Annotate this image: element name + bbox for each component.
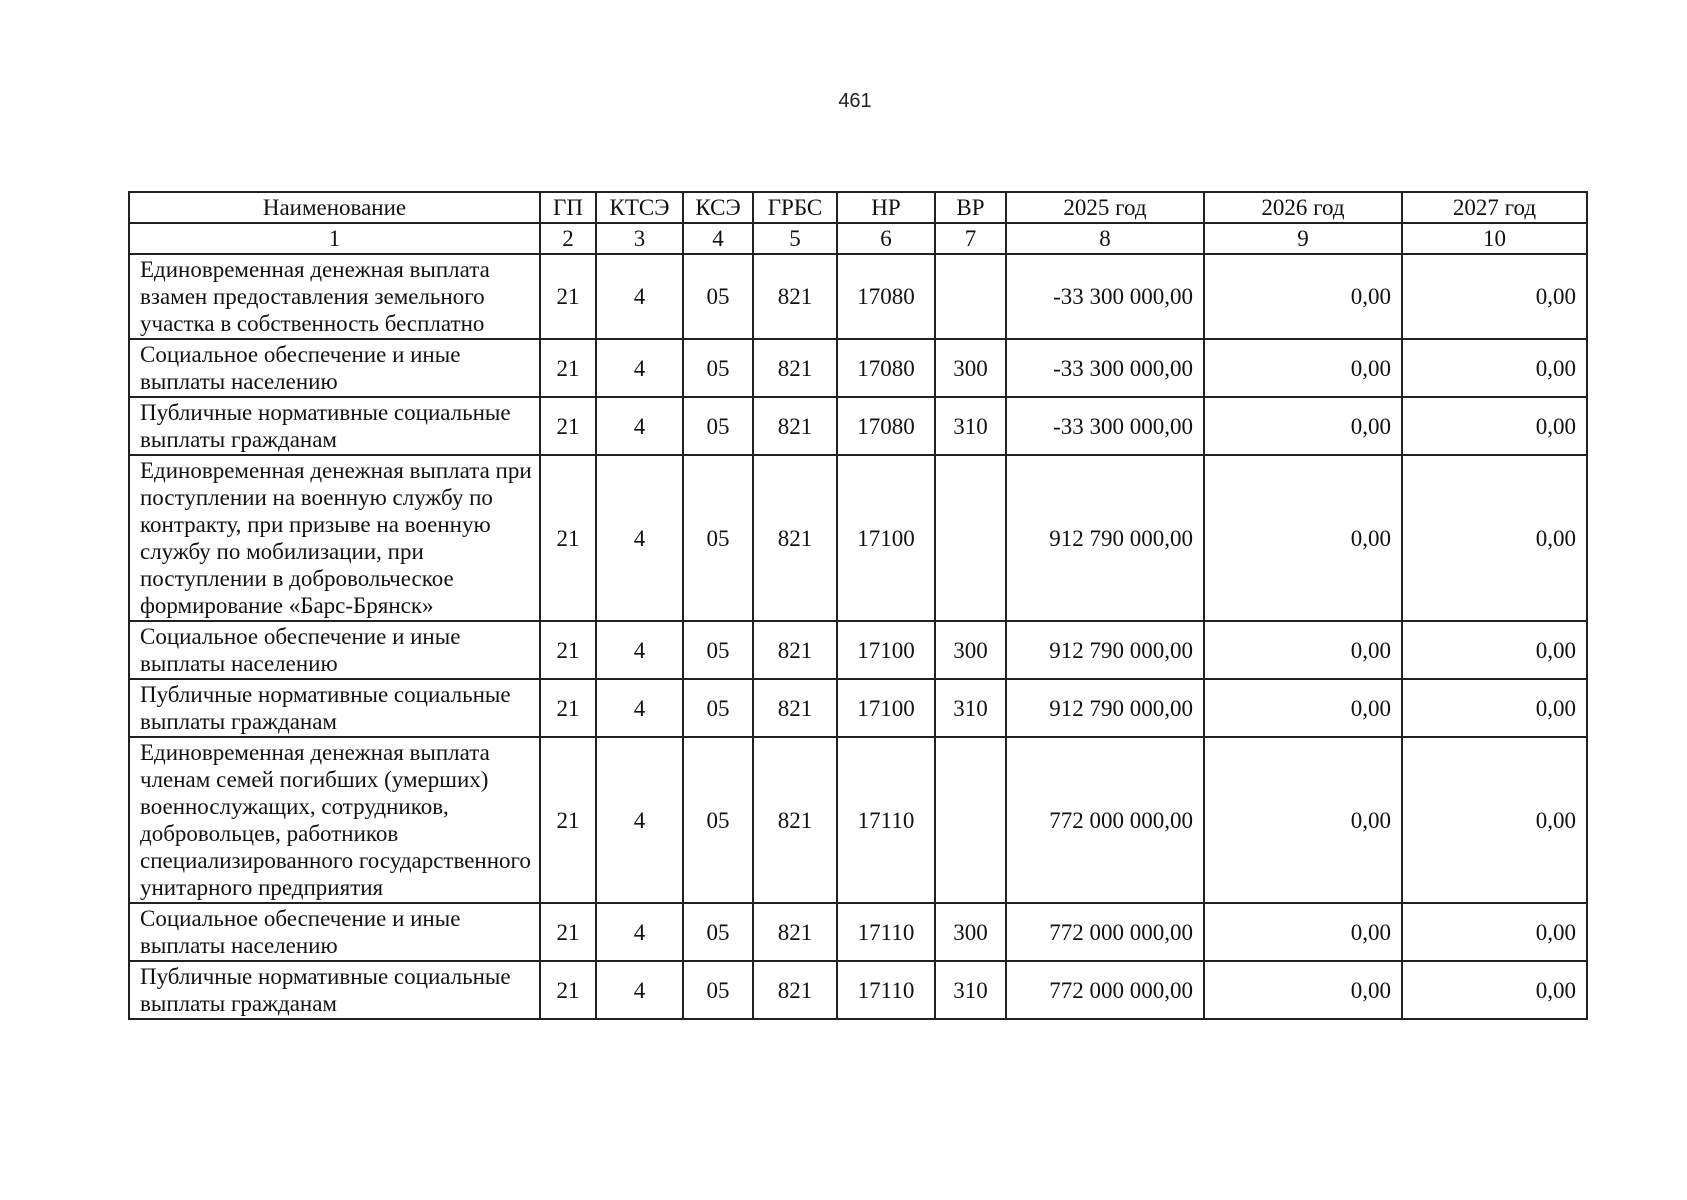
column-number: 4 <box>683 223 753 254</box>
cell-gp: 21 <box>540 903 596 961</box>
table-row <box>129 621 1587 679</box>
cell-2025: -33 300 000,00 <box>1006 339 1204 397</box>
table-row <box>129 903 1587 961</box>
cell-kse: 05 <box>683 679 753 737</box>
header-kse: КСЭ <box>683 192 753 223</box>
cell-2027: 0,00 <box>1402 621 1587 679</box>
cell-2027: 0,00 <box>1402 961 1587 1019</box>
cell-2025: -33 300 000,00 <box>1006 397 1204 455</box>
header-2026: 2026 год <box>1204 192 1402 223</box>
column-number: 10 <box>1402 223 1587 254</box>
header-nr: НР <box>837 192 935 223</box>
cell-kse: 05 <box>683 397 753 455</box>
cell-gp: 21 <box>540 455 596 621</box>
cell-2027: 0,00 <box>1402 254 1587 339</box>
cell-gp: 21 <box>540 254 596 339</box>
cell-nr: 17110 <box>837 903 935 961</box>
cell-nr: 17110 <box>837 961 935 1019</box>
header-2025: 2025 год <box>1006 192 1204 223</box>
column-number-row <box>129 223 1587 254</box>
cell-2027: 0,00 <box>1402 455 1587 621</box>
cell-gp: 21 <box>540 621 596 679</box>
cell-grbs: 821 <box>753 961 837 1019</box>
cell-nr: 17110 <box>837 737 935 903</box>
cell-grbs: 821 <box>753 621 837 679</box>
cell-2026: 0,00 <box>1204 621 1402 679</box>
cell-grbs: 821 <box>753 679 837 737</box>
cell-vr <box>935 254 1006 339</box>
cell-kse: 05 <box>683 737 753 903</box>
cell-nr: 17100 <box>837 679 935 737</box>
column-number: 5 <box>753 223 837 254</box>
row-name: Публичные нормативные социальные выплаты гражданам <box>129 679 540 737</box>
column-number: 3 <box>596 223 683 254</box>
cell-nr: 17080 <box>837 254 935 339</box>
cell-vr <box>935 455 1006 621</box>
cell-2026: 0,00 <box>1204 397 1402 455</box>
cell-kse: 05 <box>683 339 753 397</box>
cell-vr: 300 <box>935 903 1006 961</box>
table-row <box>129 397 1587 455</box>
cell-ktse: 4 <box>596 737 683 903</box>
header-gp: ГП <box>540 192 596 223</box>
row-name: Социальное обеспечение и иные выплаты населению <box>129 339 540 397</box>
table-row <box>129 679 1587 737</box>
cell-gp: 21 <box>540 397 596 455</box>
table-row <box>129 961 1587 1019</box>
table-row <box>129 455 1587 621</box>
cell-kse: 05 <box>683 254 753 339</box>
cell-grbs: 821 <box>753 339 837 397</box>
row-name: Социальное обеспечение и иные выплаты населению <box>129 621 540 679</box>
cell-grbs: 821 <box>753 397 837 455</box>
cell-2025: 912 790 000,00 <box>1006 455 1204 621</box>
cell-2027: 0,00 <box>1402 679 1587 737</box>
cell-ktse: 4 <box>596 397 683 455</box>
column-number: 9 <box>1204 223 1402 254</box>
row-name: Единовременная денежная выплата при поступлении на военную службу по контракту, при призыве на военную службу по мобилизации, при поступлении в добровольческое формирование «Барс-Брянск» <box>129 455 540 621</box>
column-number: 7 <box>935 223 1006 254</box>
cell-2026: 0,00 <box>1204 961 1402 1019</box>
row-name: Публичные нормативные социальные выплаты гражданам <box>129 961 540 1019</box>
header-2027: 2027 год <box>1402 192 1587 223</box>
cell-gp: 21 <box>540 961 596 1019</box>
cell-2027: 0,00 <box>1402 737 1587 903</box>
cell-nr: 17080 <box>837 397 935 455</box>
cell-gp: 21 <box>540 339 596 397</box>
cell-2026: 0,00 <box>1204 455 1402 621</box>
cell-ktse: 4 <box>596 621 683 679</box>
cell-grbs: 821 <box>753 903 837 961</box>
cell-2025: 772 000 000,00 <box>1006 903 1204 961</box>
cell-2025: 772 000 000,00 <box>1006 737 1204 903</box>
row-name: Единовременная денежная выплата членам семей погибших (умерших) военнослужащих, сотрудников, добровольцев, работников специализированного государственного унитарного предприятия <box>129 737 540 903</box>
cell-grbs: 821 <box>753 737 837 903</box>
cell-grbs: 821 <box>753 455 837 621</box>
cell-vr: 300 <box>935 339 1006 397</box>
column-number: 2 <box>540 223 596 254</box>
cell-2027: 0,00 <box>1402 339 1587 397</box>
column-number: 8 <box>1006 223 1204 254</box>
cell-grbs: 821 <box>753 254 837 339</box>
row-name: Единовременная денежная выплата взамен предоставления земельного участка в собственность бесплатно <box>129 254 540 339</box>
cell-kse: 05 <box>683 903 753 961</box>
table-row <box>129 737 1587 903</box>
cell-ktse: 4 <box>596 961 683 1019</box>
cell-kse: 05 <box>683 455 753 621</box>
cell-vr <box>935 737 1006 903</box>
column-number: 1 <box>129 223 540 254</box>
table-row <box>129 339 1587 397</box>
header-ktse: КТСЭ <box>596 192 683 223</box>
cell-nr: 17080 <box>837 339 935 397</box>
row-name: Публичные нормативные социальные выплаты гражданам <box>129 397 540 455</box>
cell-2026: 0,00 <box>1204 679 1402 737</box>
cell-ktse: 4 <box>596 455 683 621</box>
cell-nr: 17100 <box>837 621 935 679</box>
cell-2026: 0,00 <box>1204 903 1402 961</box>
cell-2025: 772 000 000,00 <box>1006 961 1204 1019</box>
cell-ktse: 4 <box>596 254 683 339</box>
cell-gp: 21 <box>540 737 596 903</box>
cell-vr: 310 <box>935 679 1006 737</box>
cell-ktse: 4 <box>596 679 683 737</box>
header-row <box>129 192 1587 223</box>
cell-2027: 0,00 <box>1402 397 1587 455</box>
cell-2025: -33 300 000,00 <box>1006 254 1204 339</box>
cell-vr: 300 <box>935 621 1006 679</box>
cell-kse: 05 <box>683 961 753 1019</box>
row-name: Социальное обеспечение и иные выплаты населению <box>129 903 540 961</box>
budget-table <box>128 191 1588 1020</box>
header-name: Наименование <box>129 192 540 223</box>
cell-2027: 0,00 <box>1402 903 1587 961</box>
column-number: 6 <box>837 223 935 254</box>
page-number: 461 <box>838 90 872 112</box>
cell-nr: 17100 <box>837 455 935 621</box>
cell-gp: 21 <box>540 679 596 737</box>
cell-2025: 912 790 000,00 <box>1006 679 1204 737</box>
cell-2026: 0,00 <box>1204 339 1402 397</box>
cell-ktse: 4 <box>596 903 683 961</box>
header-vr: ВР <box>935 192 1006 223</box>
cell-2025: 912 790 000,00 <box>1006 621 1204 679</box>
cell-ktse: 4 <box>596 339 683 397</box>
cell-vr: 310 <box>935 961 1006 1019</box>
cell-2026: 0,00 <box>1204 254 1402 339</box>
cell-kse: 05 <box>683 621 753 679</box>
cell-vr: 310 <box>935 397 1006 455</box>
cell-2026: 0,00 <box>1204 737 1402 903</box>
header-grbs: ГРБС <box>753 192 837 223</box>
table-row <box>129 254 1587 339</box>
